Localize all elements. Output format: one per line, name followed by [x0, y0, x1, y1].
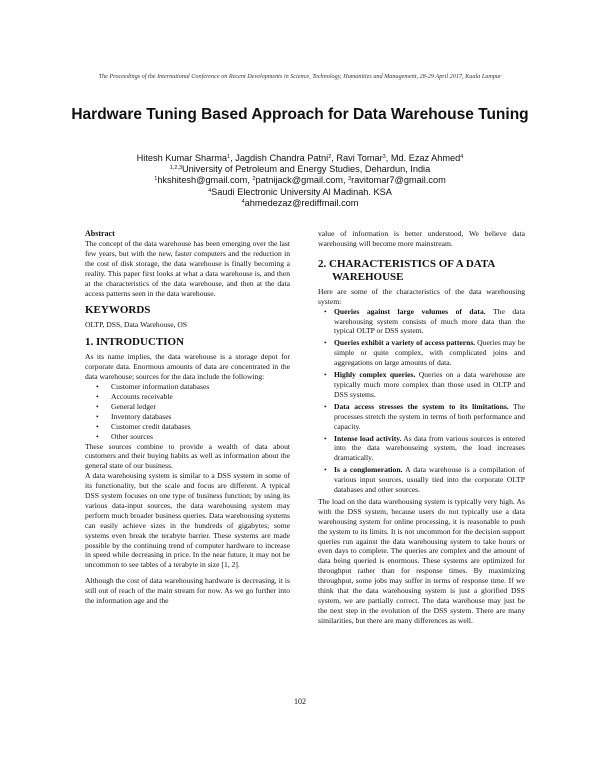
keywords-heading: KEYWORDS	[85, 304, 151, 317]
list-item: • Highly complex queries. Queries on a data warehouse are typically much more complex than those used in OLTP and DSS systems.	[324, 370, 525, 399]
email-line-4: $^4$ahmedezaz@rediffmail.com	[241, 197, 359, 208]
author-name: Jagdish Chandra Patni	[235, 153, 329, 163]
list-item: • Data access stresses the system to its limitations. The processes stretch the system in terms of both performance and capacity.	[324, 401, 525, 431]
characteristics-list	[318, 307, 525, 495]
list-item: • Other sources	[96, 431, 153, 441]
keywords-text: OLTP, DSS, Data Warehouse, OS	[85, 320, 188, 330]
left-column	[85, 229, 290, 606]
intro-paragraph: A data warehousing system is similar to a DSS system in some of its functionality, but the scale and focus are different. A typical DSS system focuses on one type of business function; by using its various data-input sources, the data warehousing system may perform much broader business queries. Data warehousing systems can easily achieve sizes in the hundreds of gigabytes; some systems even break the terabyte barrier. These systems are made possible by the continuing trend of computer hardware to increase in speed while decreasing in price. In the near future, it may not be uncommon to see tables of a terabyte in size [1, 2].	[85, 471, 290, 570]
body-paragraph: The load on the data warehousing system is typically very high. As with the DSS system, because users do not typically use a data warehousing system for online processing, it is reasonable to push the system to its limits. It is not uncommon for the decision support queries run against the data warehousing system to take hours or even days to complete. The queries are complex and the amount of data being queried is enormous. These systems are optimized for throughput rather than for response times. By maximizing throughput, some jobs may suffer in terms of response time. If we think that the data warehousing system is just a glorified DSS system, we are partially correct. The data warehouse may just be the next step in the evolution of the DSS system. There are many similarities, but there are many differences as well.	[318, 496, 525, 625]
right-column	[318, 229, 525, 626]
bullet-icon: •	[324, 370, 327, 380]
email-line: $^1$hkshitesh@gmail.com, $^2$patnijack@gmail.com, $^3$ravitomar7@gmail.com	[154, 175, 446, 186]
email-link[interactable]: ahmedezaz@rediffmail.com	[244, 197, 359, 208]
bullet-icon: •	[96, 411, 99, 421]
author-block	[80, 153, 520, 209]
bullet-icon: •	[324, 465, 327, 475]
intro-heading: 1. INTRODUCTION	[85, 336, 185, 349]
email-link[interactable]: ravitomar7@gmail.com	[351, 175, 446, 186]
list-item: • Intense load activity. As data from various sources is entered into the data warehouseing system, the load increases dramatically.	[324, 433, 525, 463]
bullet-icon: •	[96, 382, 99, 392]
intro-paragraph: These sources combine to provide a wealth of data about customers and their buying habits as well as information about the general state of our business.	[85, 441, 290, 471]
list-item: • Inventory databases	[96, 411, 172, 421]
email-link[interactable]: patnijack@gmail.com,	[255, 175, 346, 186]
author-name: Ravi Tomar	[336, 153, 383, 163]
bullet-icon: •	[324, 338, 327, 348]
data-sources-list	[85, 382, 290, 441]
bullet-icon: •	[96, 391, 99, 401]
bullet-icon: •	[96, 421, 99, 431]
abstract-heading: Abstract	[85, 229, 115, 238]
list-item: • Customer information databases	[96, 382, 210, 392]
bullet-icon: •	[324, 433, 327, 443]
affiliation-1: $^{1,2,3}$University of Petroleum and Energy Studies, Dehardun, India	[169, 164, 431, 175]
author-line: Hitesh Kumar Sharma$^1$, Jagdish Chandra Patni$^2$, Ravi Tomar$^3$, Md. Ezaz Ahmed$^4$	[136, 153, 464, 163]
characteristics-heading: 2. CHARACTERISTICS OF A DATA WAREHOUSE	[318, 257, 496, 283]
author-name: Md. Ezaz Ahmed	[390, 153, 461, 163]
page-number: 102	[294, 697, 306, 706]
list-item: • Is a conglomeration. A data warehouse is a compilation of various input sources, usually tied into the corporate OLTP databases and other sources.	[324, 465, 525, 495]
list-item: • Customer credit databases	[96, 421, 191, 431]
bullet-icon: •	[324, 306, 327, 316]
bullet-icon: •	[96, 401, 99, 411]
author-name: Hitesh Kumar Sharma	[136, 153, 228, 163]
continued-paragraph: value of information is better understood, We believe data warehousing will become more mainstream.	[318, 229, 525, 248]
email-link[interactable]: hkshitesh@gmail.com,	[157, 175, 250, 186]
bullet-icon: •	[324, 401, 327, 411]
list-item: • Queries against large volumes of data. The data warehousing system consists of much more data than the typical OLTP or DSS system.	[324, 306, 525, 336]
list-item: • Accounts receivable	[96, 391, 173, 401]
intro-paragraph: Although the cost of data warehousing hardware is decreasing, it is still out of reach of the main stream for now. As we go further into the information age and the	[85, 576, 290, 606]
running-header: The Proceedings of the International Conference on Recent Developments in Science, Technology, Humanities and Management, 28-29 April 2017, Kuala Lumpur	[98, 73, 502, 80]
paper-title: Hardware Tuning Based Approach for Data Warehouse Tuning	[71, 106, 529, 123]
abstract-text: The concept of the data warehouse has been emerging over the last few years, but with the new, faster computers and the reduction in the cost of disk storage, the data warehouse is finally becoming a reality. This paper first looks at what a data warehouse is, and then at the characteristics of the data warehouse, and then at the data access patterns seen in the data warehouse.	[85, 239, 290, 298]
list-item: • General ledger	[96, 401, 156, 411]
list-item: • Queries exhibit a variety of access patterns. Queries may be simple or quite complex, with complicated joins and aggregations on large amounts of data.	[324, 338, 525, 368]
intro-paragraph: As its name implies, the data warehouse is a storage depot for corporate data. Enormous amounts of data are concentrated in the data warehouse; sources for the data include the following:	[85, 352, 290, 382]
bullet-icon: •	[96, 431, 99, 441]
affiliation-2: $^4$Saudi Electronic University Al Madinah. KSA	[208, 186, 392, 197]
characteristics-intro: Here are some of the characteristics of the data warehousing system:	[318, 286, 525, 306]
